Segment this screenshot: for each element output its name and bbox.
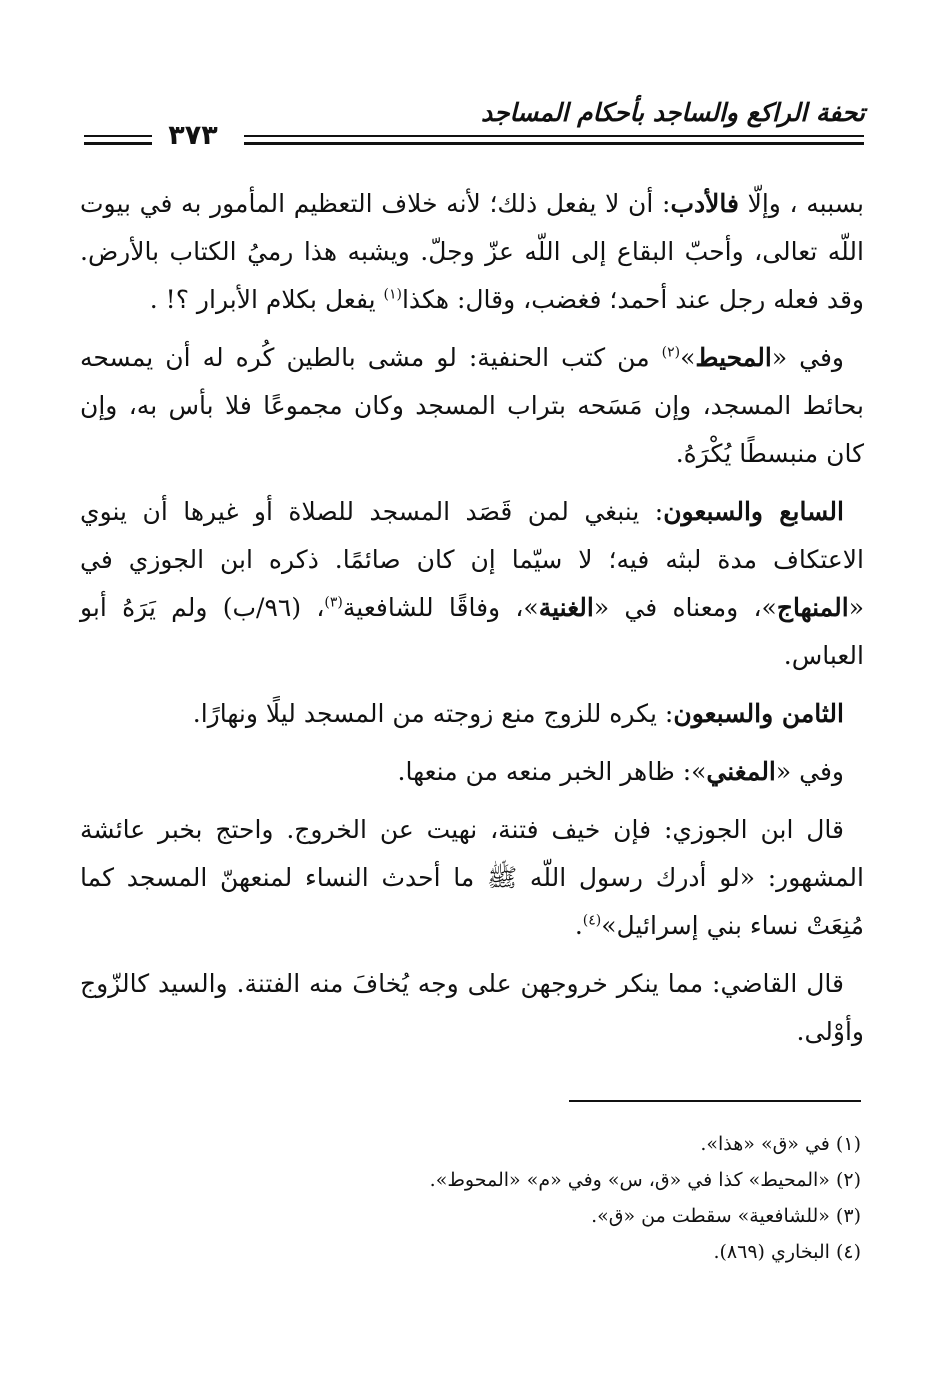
footnote-4: (٤) البخاري (٨٦٩). <box>713 1241 861 1263</box>
text-run: وفي « <box>771 343 845 372</box>
footnote-ref-2[interactable]: (٢) <box>661 344 681 361</box>
header-rule-right <box>244 135 864 145</box>
text-run: وفي « <box>775 757 844 786</box>
text-run: قال القاضي: مما ينكر خروجهن على وجه يُخافَ منه الفتنة. والسيد كالزّوج وأوْلى. <box>80 969 864 1046</box>
bold-term: المحيط <box>695 343 772 372</box>
section-heading: السابع والسبعون <box>663 497 844 526</box>
text-run: : أن لا يفعل ذلك؛ لأنه خلاف التعظيم المأمور به في بيوت اللّه تعالى، وأحبّ البقاع إلى اللّه عزّ وجلّ. ويشبه هذا رميُ الكتاب بالأرض. وقد فعله رجل عند أحمد؛ فغضب، وقال: هكذا <box>80 189 864 314</box>
text-run: »: ظاهر الخبر منعه من منعها. <box>397 757 707 786</box>
text-run: ، (٩٦/ب) ولم يَرَهُ أبو العباس. <box>80 593 864 670</box>
footnotes <box>161 1126 861 1270</box>
paragraph-2 <box>80 334 864 478</box>
footnote-ref-4[interactable]: (٤) <box>582 912 602 929</box>
text-run: »، ومعناه في « <box>593 593 777 622</box>
text-run: » <box>680 343 696 372</box>
text-run: . <box>574 911 583 940</box>
paragraph-1 <box>80 180 864 324</box>
book-title: المغني <box>706 757 776 786</box>
paragraph-4 <box>80 690 864 738</box>
footnote-ref-3[interactable]: (٣) <box>324 594 343 611</box>
paragraph-3 <box>80 488 864 680</box>
page-number: ٣٧٣ <box>168 120 218 151</box>
footnote-2: (٢) «المحيط» كذا في «ق، س» وفي «م» «المحوط». <box>429 1169 861 1191</box>
paragraph-6 <box>80 806 864 950</box>
text-run: من كتب الحنفية: لو مشى بالطين كُره له أن يمسحه بحائط المسجد، وإن مَسَحه بتراب المسجد وكان مجموعًا فلا بأس به، وإن كان منبسطًا يُكْرَهُ. <box>80 343 864 468</box>
main-text <box>80 180 864 1066</box>
text-run: : يكره للزوج منع زوجته من المسجد ليلًا ونهارًا. <box>192 699 674 728</box>
book-title: الغنية <box>538 593 594 622</box>
text-run: يفعل بكلام الأبرار ؟! . <box>149 285 384 314</box>
paragraph-7 <box>80 960 864 1056</box>
text-run: »، وفاقًا للشافعية <box>342 593 539 622</box>
text-run: : ينبغي لمن قَصَد المسجد للصلاة أو غيرها أن ينوي الاعتكاف مدة لبثه فيه؛ لا سيّما إن كان صائمًا. ذكره ابن الجوزي في « <box>80 497 864 622</box>
book-title: المنهاج <box>776 593 849 622</box>
text-run: قال ابن الجوزي: فإن خيف فتنة، نهيت عن الخروج. واحتج بخبر عائشة المشهور: «لو أدرك رسول اللّه ﷺ ما أحدث النساء لمنعهنّ المسجد كما مُنِعَتْ نساء بني إسرائيل» <box>80 815 864 940</box>
footnote-1: (١) في «ق» «هذا». <box>700 1133 861 1155</box>
paragraph-5 <box>80 748 864 796</box>
section-heading: الثامن والسبعون <box>673 699 844 728</box>
footnote-divider <box>569 1100 861 1102</box>
running-title: تحفة الراكع والساجد بأحكام المساجد <box>480 98 865 127</box>
footnote-3: (٣) «للشافعية» سقطت من «ق». <box>591 1205 861 1227</box>
text-run: بسببه ، وإلّا <box>738 189 864 218</box>
footnote-ref-1[interactable]: (١) <box>383 286 402 303</box>
header-rule-left <box>84 135 152 145</box>
bold-term: فالأدب <box>670 189 739 218</box>
